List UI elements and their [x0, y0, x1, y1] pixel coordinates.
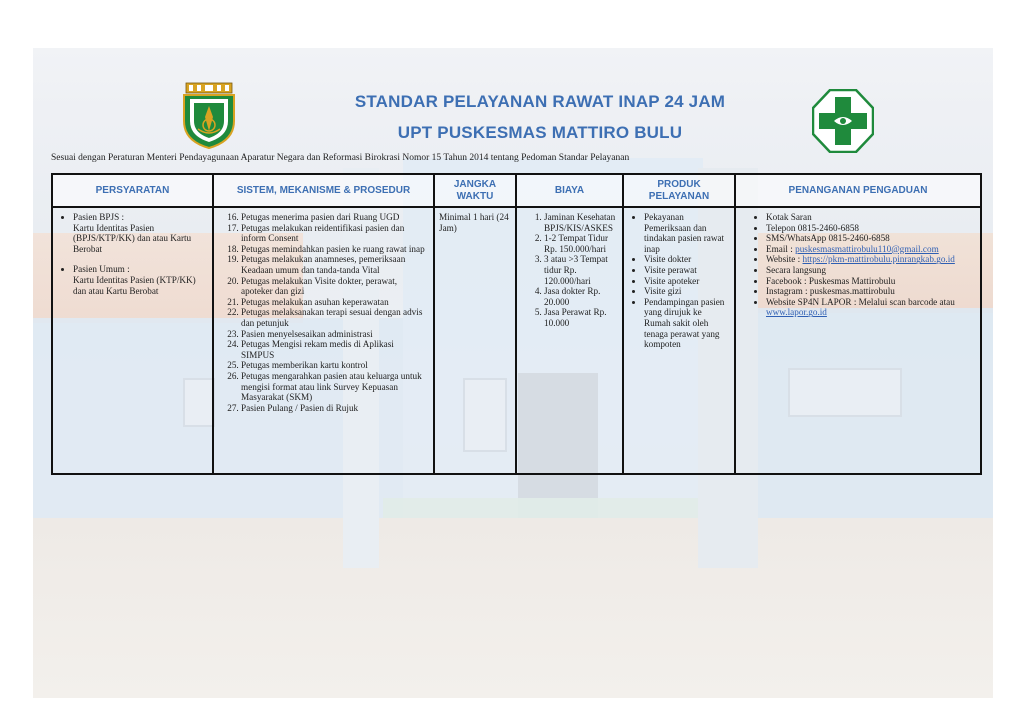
- list-item: [766, 297, 976, 318]
- cell-pengaduan: [735, 207, 981, 474]
- table-header-row: [52, 174, 981, 207]
- header-pengaduan: PENANGANAN PENGADUAN: [735, 174, 981, 207]
- lapor-label: Website SP4N LAPOR : Melalui scan barcode atau: [766, 296, 955, 307]
- header-persyaratan: PERSYARATAN: [52, 174, 213, 207]
- page-title: STANDAR PELAYANAN RAWAT INAP 24 JAM: [354, 92, 726, 111]
- procedure-step: 27. Pasien Pulang / Pasien di Rujuk: [241, 403, 429, 414]
- product-item: • Visite dokter: [644, 254, 730, 265]
- procedure-step: 25. Petugas memberikan kartu kontrol: [241, 360, 429, 371]
- procedure-step: 23. Pasien menyelsesaikan administrasi: [241, 329, 429, 340]
- cost-item: 1. Jaminan Kesehatan BPJS/KIS/ASKES: [544, 212, 618, 233]
- procedure-step: 21. Petugas melakukan asuhan keperawatan: [241, 297, 429, 308]
- product-list: [628, 212, 730, 350]
- website-label: Website :: [766, 254, 803, 265]
- service-standard-table: [51, 173, 982, 475]
- list-item: [766, 254, 976, 265]
- complaint-channel-list: [750, 212, 976, 318]
- umum-title: • Pasien Umum :: [73, 264, 130, 275]
- table-body-row: [52, 207, 981, 474]
- institution-title: UPT PUSKESMAS MATTIRO BULU: [397, 123, 683, 142]
- cell-produk: [623, 207, 735, 474]
- list-item: • SMS/WhatsApp 0815-2460-6858: [766, 233, 976, 244]
- list-item: • Instagram : puskesmas.mattirobulu: [766, 286, 976, 297]
- procedure-step: 18. Petugas memindahkan pasien ke ruang rawat inap: [241, 244, 429, 255]
- list-item: [73, 264, 208, 296]
- spacer: [73, 254, 208, 264]
- email-link[interactable]: puskesmasmattirobulu110@gmail.com: [795, 243, 939, 254]
- cost-list: [521, 212, 618, 329]
- procedure-list: [218, 212, 429, 413]
- cost-item: 3. 3 atau >3 Tempat tidur Rp. 120.000/hari: [544, 254, 618, 286]
- product-item: • Visite gizi: [644, 286, 730, 297]
- cost-item: 5. Jasa Perawat Rp. 10.000: [544, 307, 618, 328]
- list-item: • Kotak Saran: [766, 212, 976, 223]
- cell-persyaratan: [52, 207, 213, 474]
- regulation-note: Sesuai dengan Peraturan Menteri Pendayagunaan Aparatur Negara dan Reformasi Birokrasi Nomor 15 Tahun 2014 tentang Pedoman Standar Pelayanan: [51, 153, 630, 163]
- bpjs-title: • Pasien BPJS :: [73, 212, 125, 222]
- list-item: • Secara langsung: [766, 265, 976, 276]
- cost-item: 4. Jasa dokter Rp. 20.000: [544, 286, 618, 307]
- procedure-step: 16. Petugas menerima pasien dari Ruang UGD: [241, 212, 429, 223]
- website-link[interactable]: https://pkm-mattirobulu.pinrangkab.go.id: [802, 254, 955, 265]
- list-item: [73, 212, 208, 254]
- procedure-step: 24. Petugas Mengisi rekam medis di Aplikasi SIMPUS: [241, 339, 429, 360]
- list-item: [766, 244, 976, 255]
- header-jangka-waktu: JANGKA WAKTU: [434, 174, 516, 207]
- lapor-link[interactable]: www.lapor.go.id: [766, 307, 827, 318]
- cell-biaya: [516, 207, 623, 474]
- list-item: • Facebook : Puskesmas Mattirobulu: [766, 276, 976, 287]
- header-biaya: BIAYA: [516, 174, 623, 207]
- procedure-step: 17. Petugas melakukan reidentifikasi pasien dan inform Consent: [241, 223, 429, 244]
- cost-item: 2. 1-2 Tempat Tidur Rp. 150.000/hari: [544, 233, 618, 254]
- cell-jangka-waktu: Minimal 1 hari (24 Jam): [434, 207, 516, 474]
- list-item: • Telepon 0815-2460-6858: [766, 223, 976, 234]
- bpjs-detail: Kartu Identitas Pasien (BPJS/KTP/KK) dan atau Kartu Berobat: [73, 222, 192, 254]
- email-label: Email :: [766, 243, 796, 254]
- cell-sistem: [213, 207, 434, 474]
- product-item: • Visite perawat: [644, 265, 730, 276]
- procedure-step: 19. Petugas melakukan anamneses, pemeriksaan Keadaan umum dan tanda-tanda Vital: [241, 254, 429, 275]
- regency-emblem-logo: [180, 81, 238, 149]
- procedure-step: 22. Petugas melaksanakan terapi sesuai dengan advis dan petunjuk: [241, 307, 429, 328]
- product-item: • Pekayanan Pemeriksaan dan tindakan pasien rawat inap: [644, 212, 730, 254]
- procedure-step: 26. Petugas mengarahkan pasien atau keluarga untuk mengisi format atau link Survey Kepuasan Masyarakat (SKM): [241, 371, 429, 403]
- header-produk: PRODUK PELAYANAN: [623, 174, 735, 207]
- procedure-step: 20. Petugas melakukan Visite dokter, perawat, apoteker dan gizi: [241, 276, 429, 297]
- product-item: • Pendampingan pasien yang dirujuk ke Rumah sakit oleh tenaga perawat yang kompoten: [644, 297, 730, 350]
- product-item: • Visite apoteker: [644, 276, 730, 287]
- header-sistem: SISTEM, MEKANISME & PROSEDUR: [213, 174, 434, 207]
- umum-detail: Kartu Identitas Pasien (KTP/KK) dan atau Kartu Berobat: [73, 274, 196, 296]
